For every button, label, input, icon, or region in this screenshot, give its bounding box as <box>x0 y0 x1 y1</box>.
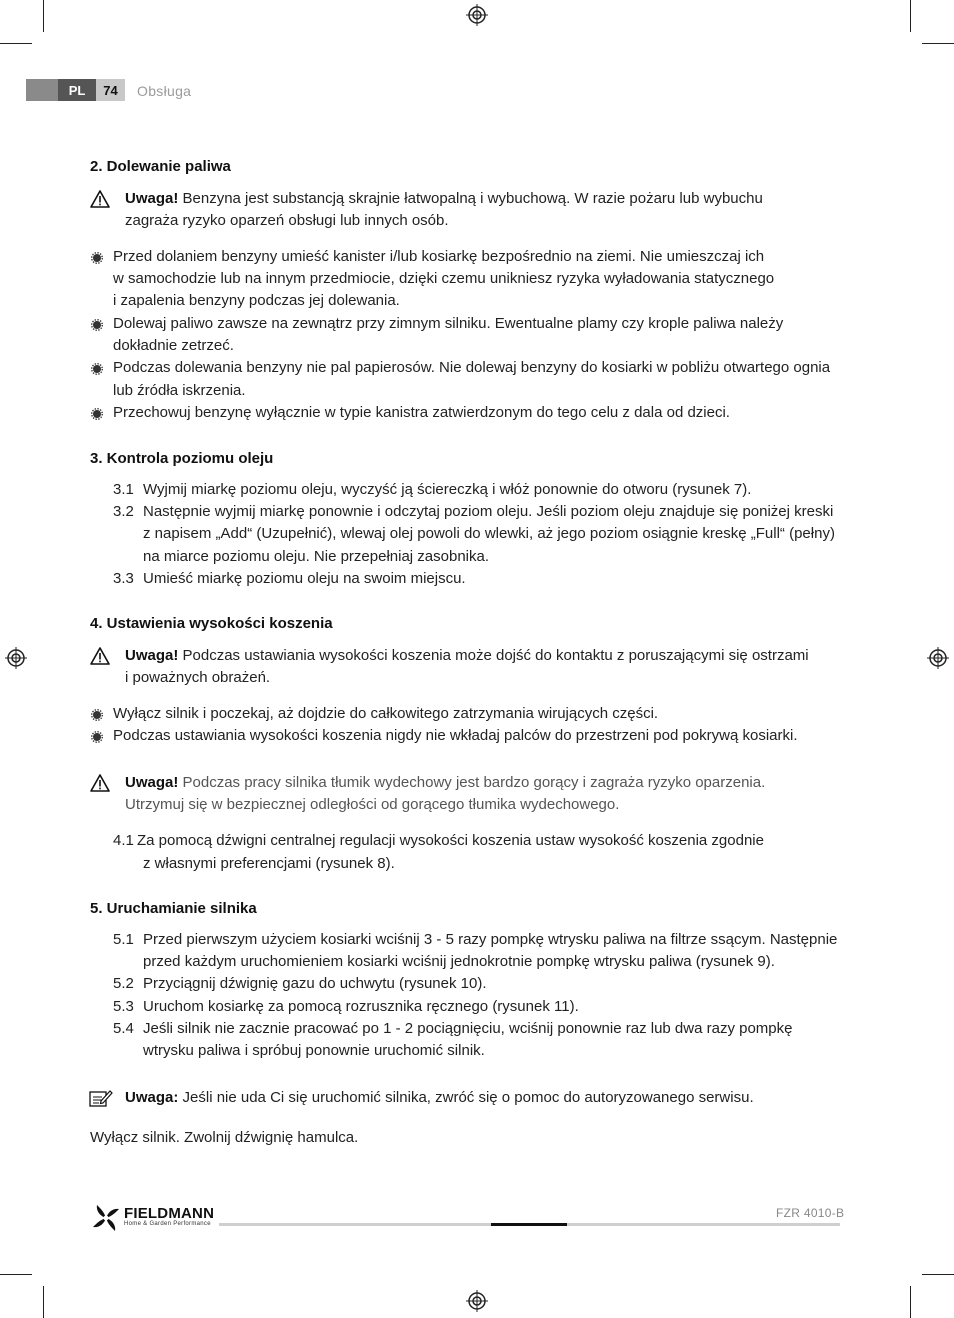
footer-rule <box>219 1223 491 1226</box>
list-item: lub źródła iskrzenia. <box>113 382 246 399</box>
crop-mark <box>910 0 911 32</box>
note-text <box>125 1087 754 1109</box>
bullet-icon <box>91 319 103 331</box>
bullet-icon <box>91 731 103 743</box>
section-2-heading: 2. Dolewanie paliwa <box>90 158 231 175</box>
item-number: 5.2 <box>113 975 134 992</box>
list-item: Podczas dolewania benzyny nie pal papierosów. Nie dolewaj benzyny do kosiarki w pobliżu otwartego ognia <box>113 359 831 376</box>
warning-text <box>125 188 763 210</box>
item-text: Umieść miarkę poziomu oleju na swoim miejscu. <box>143 570 466 587</box>
fieldmann-logo-icon <box>90 1202 122 1234</box>
brand-tagline: Home & Garden Performance <box>124 1221 211 1227</box>
bullet-icon <box>91 363 103 375</box>
list-item: Przed dolaniem benzyny umieść kanister i/lub kosiarkę bezpośrednio na ziemi. Nie umieszczaj ich <box>113 248 765 265</box>
warning-line: Utrzymuj się w bezpiecznej odległości od gorącego tłumika wydechowego. <box>125 796 620 813</box>
bullet-icon <box>91 408 103 420</box>
registration-mark-icon <box>466 4 488 26</box>
model-number: FZR 4010-B <box>776 1206 845 1220</box>
header-bar-left <box>26 79 62 101</box>
warning-label: Uwaga! <box>125 190 179 207</box>
crop-mark <box>43 0 44 32</box>
crop-mark <box>922 43 954 44</box>
warning-text <box>125 772 765 794</box>
section-5-heading: 5. Uruchamianie silnika <box>90 900 257 917</box>
item-text: Uruchom kosiarkę za pomocą rozrusznika ręcznego (rysunek 11). <box>143 998 579 1015</box>
note-icon <box>89 1089 113 1107</box>
warning-label: Uwaga! <box>125 647 179 664</box>
item-text: Jeśli silnik nie zacznie pracować po 1 - 2 pociągnięciu, wciśnij ponownie raz lub dwa razy pompkę <box>143 1020 793 1037</box>
item-number: 4.1 <box>113 832 134 849</box>
registration-mark-icon <box>5 647 27 669</box>
item-text: Przyciągnij dźwignię gazu do uchwytu (rysunek 10). <box>143 975 487 992</box>
list-item: Podczas ustawiania wysokości koszenia nigdy nie wkładaj palców do przestrzeni pod pokrywą kosiarki. <box>113 727 798 744</box>
item-text: wtrysku paliwa i spróbuj ponownie uruchomić silnik. <box>143 1042 485 1059</box>
item-text: przed każdym uruchomieniem kosiarki wciśnij jednokrotnie pompkę wtrysku paliwa (rysunek 9). <box>143 953 775 970</box>
page-number: 74 <box>96 79 125 101</box>
language-tab: PL <box>58 79 96 101</box>
crop-mark <box>910 1286 911 1318</box>
item-text: na miarce poziomu oleju. Nie przepełniaj zasobnika. <box>143 548 490 565</box>
note-label: Uwaga: <box>125 1089 179 1106</box>
warning-line: Podczas pracy silnika tłumik wydechowy jest bardzo gorący i zagraża ryzyko oparzenia. <box>182 774 766 791</box>
item-text: z napisem „Add“ (Uzupełnić), wlewaj olej powoli do wlewki, aż jego poziom osiągnie kreskę „Full“ (pełny) <box>143 525 835 542</box>
bullet-icon <box>91 252 103 264</box>
crop-mark <box>43 1286 44 1318</box>
section-title: Obsługa <box>137 83 192 99</box>
list-item: w samochodzie lub na innym przedmiocie, dzięki czemu unikniesz ryzyka wyładowania statycznego <box>113 270 775 287</box>
item-number: 5.1 <box>113 931 134 948</box>
list-item: Dolewaj paliwo zawsze na zewnątrz przy zimnym silniku. Ewentualne plamy czy krople paliwa należy <box>113 315 784 332</box>
warning-text <box>125 645 809 667</box>
brand-name: FIELDMANN <box>124 1205 215 1222</box>
list-item: dokładnie zetrzeć. <box>113 337 234 354</box>
warning-triangle-icon <box>90 190 110 208</box>
item-number: 3.1 <box>113 481 134 498</box>
footer-rule-accent <box>491 1223 567 1226</box>
warning-triangle-icon <box>90 774 110 792</box>
warning-triangle-icon <box>90 647 110 665</box>
crop-mark <box>0 1274 32 1275</box>
warning-line: i poważnych obrażeń. <box>125 669 271 686</box>
final-instruction: Wyłącz silnik. Zwolnij dźwignię hamulca. <box>90 1129 359 1146</box>
registration-mark-icon <box>927 647 949 669</box>
item-number: 5.3 <box>113 998 134 1015</box>
item-text: Następnie wyjmij miarkę ponownie i odczytaj poziom oleju. Jeśli poziom oleju znajduje się poniżej kreski <box>143 503 834 520</box>
warning-line: zagraża ryzyko oparzeń obsługi lub innych osób. <box>125 212 449 229</box>
section-3-heading: 3. Kontrola poziomu oleju <box>90 450 274 467</box>
footer-rule <box>567 1223 840 1226</box>
item-number: 5.4 <box>113 1020 134 1037</box>
item-text: Za pomocą dźwigni centralnej regulacji wysokości koszenia ustaw wysokość koszenia zgodnie <box>137 832 764 849</box>
item-text: Przed pierwszym użyciem kosiarki wciśnij 3 - 5 razy pompkę wtrysku paliwa na filtrze ssącym. Następnie <box>143 931 838 948</box>
item-text: Wyjmij miarkę poziomu oleju, wyczyść ją ściereczką i włóż ponownie do otworu (rysunek 7). <box>143 481 752 498</box>
section-4-heading: 4. Ustawienia wysokości koszenia <box>90 615 333 632</box>
item-text: z własnymi preferencjami (rysunek 8). <box>143 855 395 872</box>
list-item: Wyłącz silnik i poczekaj, aż dojdzie do całkowitego zatrzymania wirujących części. <box>113 705 659 722</box>
list-item: Przechowuj benzynę wyłącznie w typie kanistra zatwierdzonym do tego celu z dala od dzieci. <box>113 404 730 421</box>
registration-mark-icon <box>466 1290 488 1312</box>
warning-label: Uwaga! <box>125 774 179 791</box>
crop-mark <box>922 1274 954 1275</box>
warning-line: Benzyna jest substancją skrajnie łatwopalną i wybuchową. W razie pożaru lub wybuchu <box>182 190 763 207</box>
list-item: i zapalenia benzyny podczas jej dolewania. <box>113 292 400 309</box>
item-number: 3.3 <box>113 570 134 587</box>
item-number: 3.2 <box>113 503 134 520</box>
note-line: Jeśli nie uda Ci się uruchomić silnika, zwróć się o pomoc do autoryzowanego serwisu. <box>182 1089 754 1106</box>
bullet-icon <box>91 709 103 721</box>
crop-mark <box>0 43 32 44</box>
warning-line: Podczas ustawiania wysokości koszenia może dojść do kontaktu z poruszającymi się ostrzami <box>182 647 809 664</box>
